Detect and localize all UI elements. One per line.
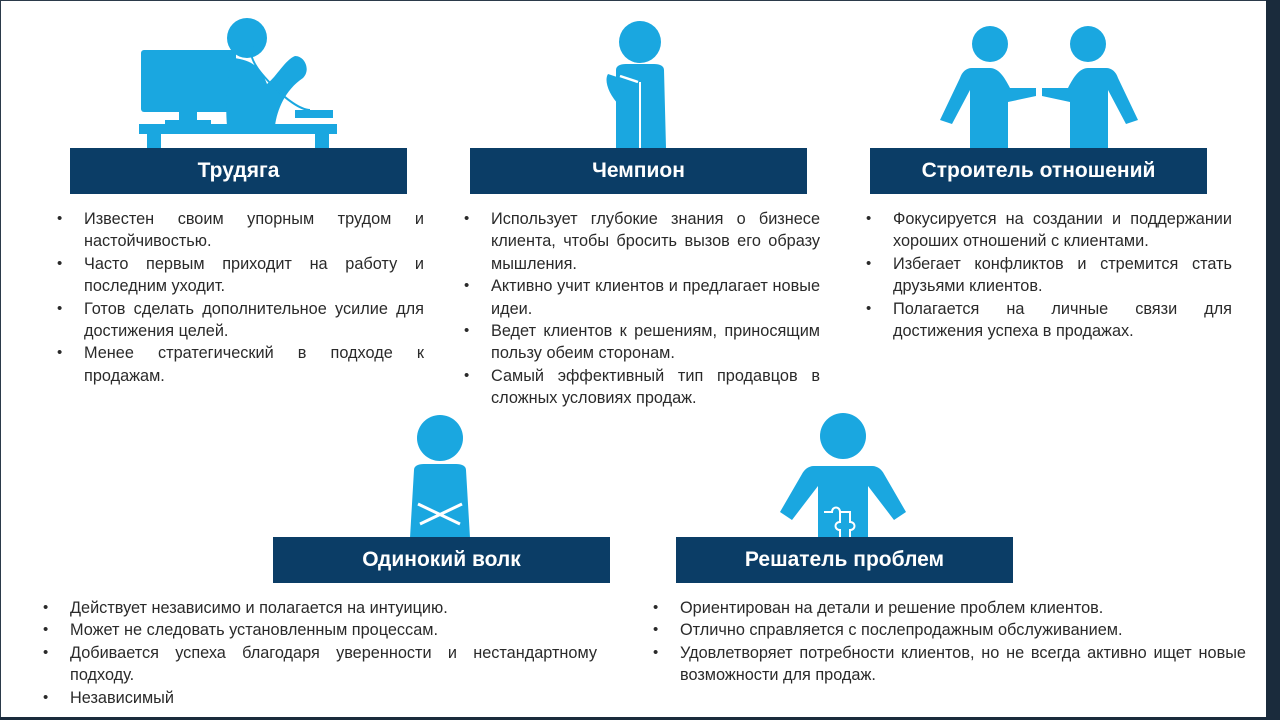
list-item: • Отлично справляется с послепродажным обслуживанием. bbox=[650, 619, 1246, 641]
list-item: • Ведет клиентов к решениям, приносящим пользу обеим сторонам. bbox=[461, 320, 820, 365]
list-item: • Использует глубокие знания о бизнесе клиента, чтобы бросить вызов его образу мышления. bbox=[461, 208, 820, 275]
handshake-icon bbox=[936, 24, 1142, 148]
list-item: • Удовлетворяет потребности клиентов, но не всегда активно ищет новые возможности для продаж. bbox=[650, 642, 1246, 687]
list-item: • Полагается на личные связи для достижения успеха в продажах. bbox=[863, 298, 1232, 343]
card-bullets-lone-wolf bbox=[40, 597, 597, 709]
card-bullets-relationship-builder bbox=[863, 208, 1232, 342]
list-item: • Может не следовать установленным процессам. bbox=[40, 619, 597, 641]
card-bullets-champion bbox=[461, 208, 820, 410]
slide-edge-right bbox=[1266, 0, 1280, 720]
list-item: • Самый эффективный тип продавцов в сложных условиях продаж. bbox=[461, 365, 820, 410]
person-at-desk-phone-icon bbox=[135, 18, 345, 148]
list-item: • Действует независимо и полагается на интуицию. bbox=[40, 597, 597, 619]
list-item: • Независимый bbox=[40, 687, 597, 709]
card-title-champion: Чемпион bbox=[470, 148, 807, 194]
list-item: • Избегает конфликтов и стремится стать друзьями клиентов. bbox=[863, 253, 1232, 298]
card-title-worker: Трудяга bbox=[70, 148, 407, 194]
list-item: • Известен своим упорным трудом и настойчивостью. bbox=[54, 208, 424, 253]
list-item: • Фокусируется на создании и поддержании хороших отношений с клиентами. bbox=[863, 208, 1232, 253]
list-item: • Готов сделать дополнительное усилие для достижения целей. bbox=[54, 298, 424, 343]
card-title-problem-solver: Решатель проблем bbox=[676, 537, 1013, 583]
arms-crossed-person-icon bbox=[404, 414, 476, 538]
list-item: • Часто первым приходит на работу и последним уходит. bbox=[54, 253, 424, 298]
list-item: • Добивается успеха благодаря уверенности и нестандартному подходу. bbox=[40, 642, 597, 687]
card-bullets-problem-solver bbox=[650, 597, 1246, 687]
card-bullets-worker bbox=[54, 208, 424, 387]
list-item: • Ориентирован на детали и решение проблем клиентов. bbox=[650, 597, 1246, 619]
person-with-puzzle-icon bbox=[778, 412, 908, 538]
list-item: • Менее стратегический в подходе к продажам. bbox=[54, 342, 424, 387]
list-item: • Активно учит клиентов и предлагает новые идеи. bbox=[461, 275, 820, 320]
thinking-person-icon bbox=[598, 20, 682, 148]
card-title-relationship-builder: Строитель отношений bbox=[870, 148, 1207, 194]
card-title-lone-wolf: Одинокий волк bbox=[273, 537, 610, 583]
